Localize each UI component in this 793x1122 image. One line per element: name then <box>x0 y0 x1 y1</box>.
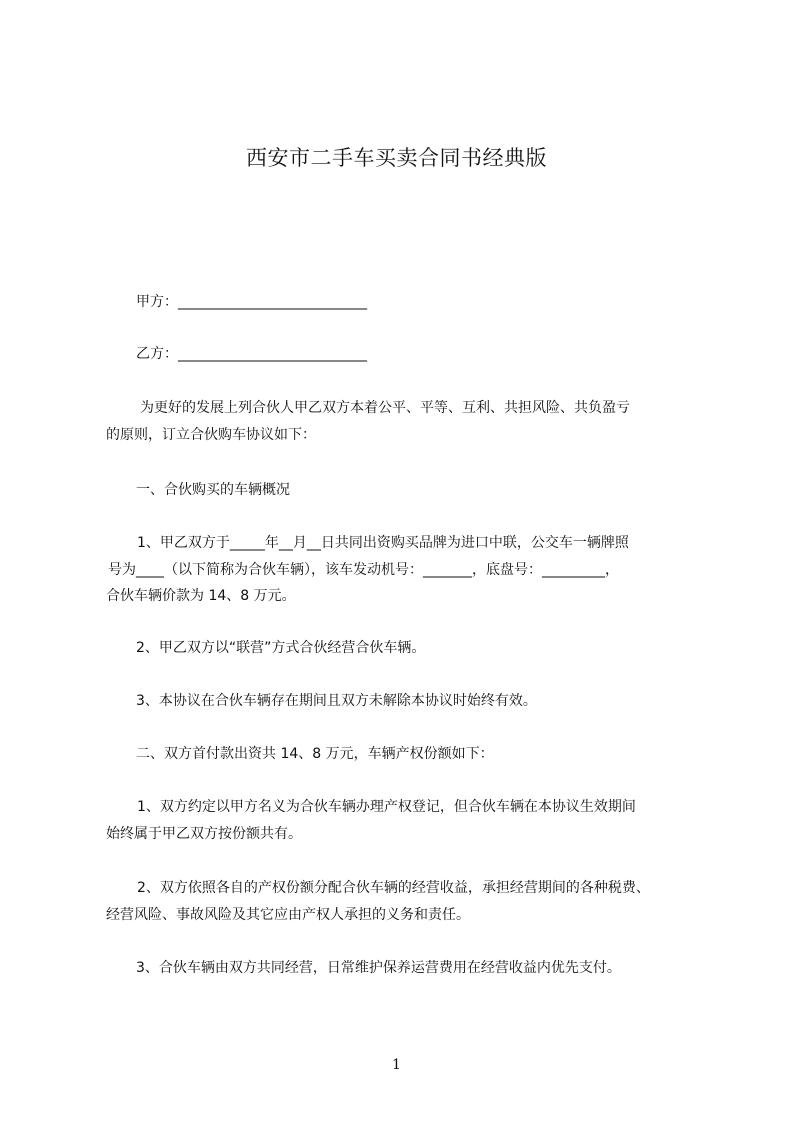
intro-line-2: 的原则，订立合伙购车协议如下： <box>106 427 316 443</box>
section1-item1-line-1: 1、甲乙双方于_____年__月__日共同出资购买品牌为进口中联，公交车一辆牌照 <box>137 535 629 551</box>
section1-item2: 2、甲乙双方以“联营”方式合伙经营合伙车辆。 <box>136 640 426 656</box>
section2-item1-line-1: 1、双方约定以甲方名义为合伙车辆办理产权登记，但合伙车辆在本协议生效期间 <box>137 799 636 815</box>
section2-item2-line-1: 2、双方依照各自的产权份额分配合伙车辆的经营收益，承担经营期间的各种税费、 <box>137 880 650 896</box>
section1-item1-line-2: 号为____（以下简称为合伙车辆），该车发动机号：_______，底盘号：_________， <box>108 562 619 578</box>
document-title: 西安市二手车买卖合同书经典版 <box>246 146 547 170</box>
intro-line-1: 为更好的发展上列合伙人甲乙双方本着公平、平等、互利、共担风险、共负盈亏 <box>140 400 630 416</box>
section1-item3: 3、本协议在合伙车辆存在期间且双方未解除本协议时始终有效。 <box>136 693 537 709</box>
section1-heading: 一、合伙购买的车辆概况 <box>136 482 290 498</box>
section2-item2-line-2: 经营风险、事故风险及其它应由产权人承担的义务和责任。 <box>106 907 470 923</box>
section2-heading: 二、双方首付款出资共 14、8 万元，车辆产权份额如下： <box>136 746 494 762</box>
page-number: 1 <box>392 1057 401 1073</box>
section1-item1-line-3: 合伙车辆价款为 14、8 万元。 <box>106 588 296 604</box>
party-a-line: 甲方：___________________________ <box>136 294 367 310</box>
party-b-line: 乙方：___________________________ <box>136 346 367 362</box>
section2-item3: 3、合伙车辆由双方共同经营，日常维护保养运营费用在经营收益内优先支付。 <box>136 960 621 976</box>
section2-item1-line-2: 始终属于甲乙双方按份额共有。 <box>106 826 302 842</box>
